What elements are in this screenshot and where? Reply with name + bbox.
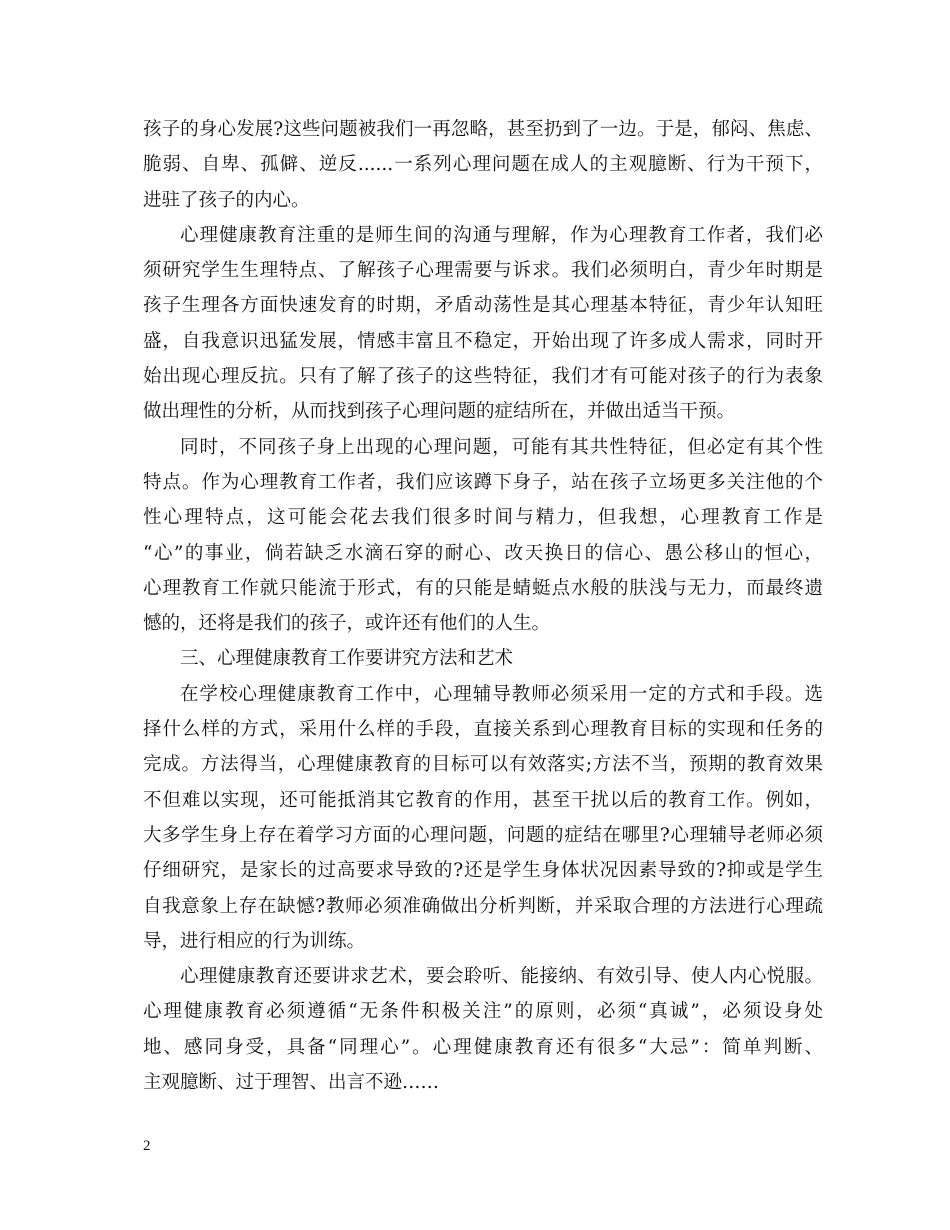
text-line: 始出现心理反抗。只有了解了孩子的这些特征，我们才有可能对孩子的行为表象	[143, 366, 823, 388]
text-line: 自我意象上存在缺憾?教师必须准确做出分析判断，并采取合理的方法进行心理疏	[143, 895, 823, 917]
text-line: 特点。作为心理教育工作者，我们应该蹲下身子，站在孩子立场更多关注他的个	[143, 471, 823, 493]
text-line: 完成。方法得当，心理健康教育的目标可以有效落实;方法不当，预期的教育效果	[143, 754, 823, 776]
text-line: 孩子生理各方面快速发育的时期，矛盾动荡性是其心理基本特征，青少年认知旺	[143, 295, 823, 317]
text-line: 导，进行相应的行为训练。	[143, 930, 366, 952]
text-line: 心理教育工作就只能流于形式，有的只能是蜻蜓点水般的肤浅与无力，而最终遗	[143, 577, 823, 599]
text-line: 须研究学生生理特点、了解孩子心理需要与诉求。我们必须明白，青少年时期是	[143, 260, 823, 282]
text-line: 地、感同身受，具备“同理心”。心理健康教育还有很多“大忌”：简单判断、	[143, 1036, 823, 1058]
document-body	[143, 112, 823, 1100]
text-line: 做出理性的分析，从而找到孩子心理问题的症结所在，并做出适当干预。	[143, 401, 736, 423]
page-number: 2	[143, 1138, 151, 1154]
text-line: 性心理特点，这可能会花去我们很多时间与精力，但我想，心理教育工作是	[143, 507, 823, 529]
text-line: “心”的事业，倘若缺乏水滴石穿的耐心、改天换日的信心、愚公移山的恒心，	[143, 542, 823, 564]
text-line: 三、心理健康教育工作要讲究方法和艺术	[180, 648, 514, 670]
text-line: 在学校心理健康教育工作中，心理辅导教师必须采用一定的方式和手段。选	[180, 683, 823, 705]
text-line: 脆弱、自卑、孤僻、逆反......一系列心理问题在成人的主观臆断、行为干预下，	[143, 154, 823, 176]
text-line: 憾的，还将是我们的孩子，或许还有他们的人生。	[143, 613, 551, 635]
text-line: 孩子的身心发展?这些问题被我们一再忽略，甚至扔到了一边。于是，郁闷、焦虑、	[143, 119, 823, 140]
text-line: 心理健康教育注重的是师生间的沟通与理解，作为心理教育工作者，我们必	[180, 224, 823, 246]
text-line: 进驻了孩子的内心。	[143, 189, 310, 211]
text-line: 仔细研究，是家长的过高要求导致的?还是学生身体状况因素导致的?抑或是学生	[143, 860, 823, 882]
text-line: 心理健康教育还要讲求艺术，要会聆听、能接纳、有效引导、使人内心悦服。	[180, 966, 823, 988]
text-line: 盛，自我意识迅猛发展，情感丰富且不稳定，开始出现了许多成人需求，同时开	[143, 330, 823, 352]
text-line: 同时，不同孩子身上出现的心理问题，可能有其共性特征，但必定有其个性	[180, 436, 823, 458]
text-line: 心理健康教育必须遵循“无条件积极关注”的原则，必须“真诚”，必须设身处	[143, 1001, 823, 1023]
text-line: 不但难以实现，还可能抵消其它教育的作用，甚至干扰以后的教育工作。例如，	[143, 789, 823, 811]
text-line: 主观臆断、过于理智、出言不逊……	[143, 1072, 440, 1094]
text-line: 择什么样的方式，采用什么样的手段，直接关系到心理教育目标的实现和任务的	[143, 719, 823, 741]
text-line: 大多学生身上存在着学习方面的心理问题，问题的症结在哪里?心理辅导老师必须	[143, 824, 823, 846]
